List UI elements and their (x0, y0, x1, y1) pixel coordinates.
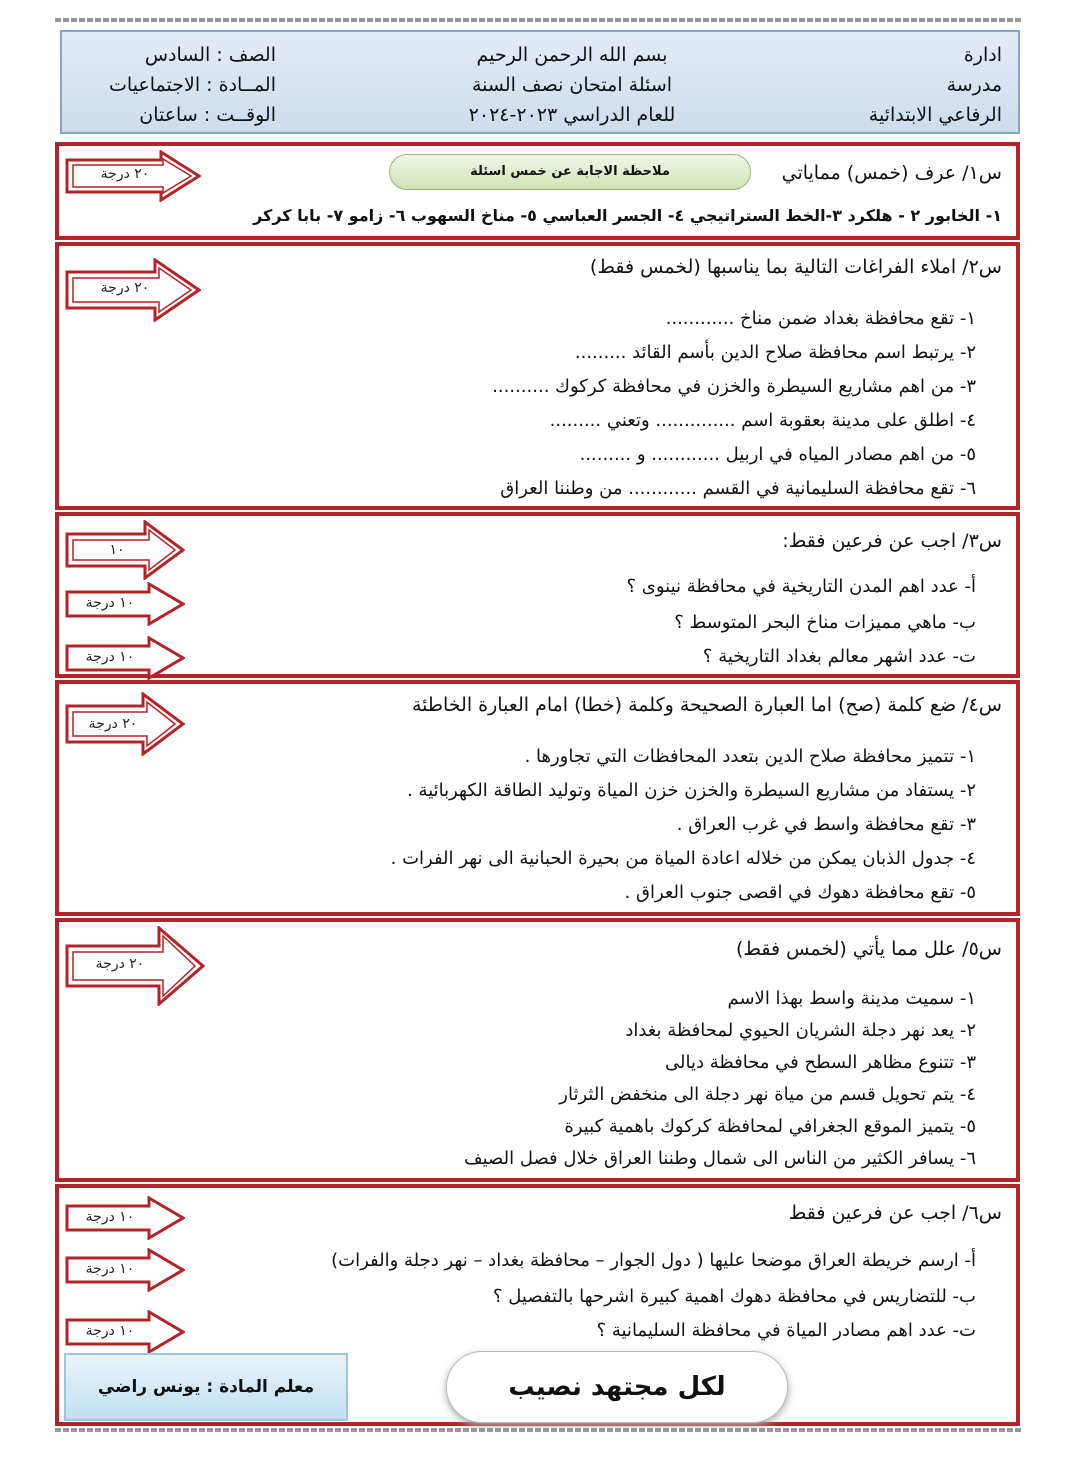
header-class-info: الصف : السادس المــادة : الاجتماعيات الوقــت : ساعتان (109, 44, 276, 126)
answer-note: ملاحظة الاجابة عن خمس اسئلة (389, 154, 751, 190)
list-item: ب- للتضاريس في محافظة دهوك اهمية كبيرة اشرحها بالتفصيل ؟ (492, 1286, 976, 1307)
grade-arrow (65, 150, 201, 206)
header-school: ادارة مدرسة الرفاعي الابتدائية (868, 44, 1002, 126)
grade-arrow (65, 582, 185, 630)
grade-label: ١٠ (109, 542, 125, 558)
motto-badge: لكل مجتهد نصيب (446, 1351, 788, 1423)
terms-list: ١- الخابور ٢ - هلكرد ٣-الخط الستراتيجي ٤- الجسر العباسي ٥- مناخ السهوب ٦- زامو ٧- بابا كركر (253, 206, 1002, 225)
grade-label: ١٠ درجة (85, 1323, 135, 1339)
grade-label: ١٠ درجة (85, 649, 135, 665)
grade-label: ٢٠ درجة (100, 166, 150, 182)
list-item: ٣- من اهم مشاريع السيطرة والخزن في محافظة كركوك .......... (492, 376, 976, 397)
list-item: ت- عدد اهم مصادر المياة في محافظة السليمانية ؟ (596, 1320, 976, 1341)
list-item: أ- ارسم خريطة العراق موضحا عليها ( دول الجوار – محافظة بغداد – نهر دجلة والفرات) (331, 1250, 976, 1271)
grade-label: ١٠ درجة (85, 1209, 135, 1225)
question-6-title: س٦/ اجب عن فرعين فقط (788, 1202, 1002, 1224)
list-item: ٦- تقع محافظة السليمانية في القسم ............ من وطننا العراق (500, 478, 976, 499)
grade-arrow (65, 1310, 185, 1358)
question-4-title: س٤/ ضع كلمة (صح) اما العبارة الصحيحة وكلمة (خطا) امام العبارة الخاطئة (411, 694, 1002, 716)
list-item: ٤- جدول الذبان يمكن من خلاله اعادة المياة من بحيرة الحبانية الى نهر الفرات . (390, 848, 976, 869)
question-4 (55, 680, 1020, 916)
list-item: ٦- يسافر الكثير من الناس الى شمال وطننا العراق خلال فصل الصيف (463, 1148, 976, 1169)
list-item: ٤- اطلق على مدينة بعقوبة اسم .............. وتعني ......... (549, 410, 976, 431)
list-item: ب- ماهي مميزات مناخ البحر المتوسط ؟ (674, 612, 976, 633)
exam-header (60, 30, 1020, 134)
teacher-name-box: معلم المادة : يونس راضي (64, 1353, 348, 1421)
list-item: ٣- تقع محافظة واسط في غرب العراق . (676, 814, 976, 835)
grade-label: ١٠ درجة (85, 1261, 135, 1277)
question-3-title: س٣/ اجب عن فرعين فقط: (782, 530, 1002, 552)
list-item: ٢- يعد نهر دجلة الشريان الحيوي لمحافظة بغداد (625, 1020, 976, 1041)
grade-arrow (65, 926, 205, 1010)
grade-label: ٢٠ درجة (100, 280, 150, 296)
bottom-dashed-rule (55, 1428, 1022, 1432)
list-item: ١- سميت مدينة واسط بهذا الاسم (727, 988, 976, 1009)
list-item: ٥- تقع محافظة دهوك في اقصى جنوب العراق . (624, 882, 976, 903)
top-dashed-rule (55, 18, 1022, 22)
header-exam-title: بسم الله الرحمن الرحيم اسئلة امتحان نصف السنة للعام الدراسي ٢٠٢٣-٢٠٢٤ (468, 44, 676, 126)
grade-arrow (65, 692, 185, 760)
list-item: ٢- يرتبط اسم محافظة صلاح الدين بأسم القائد ......... (574, 342, 976, 363)
list-item: ٤- يتم تحويل قسم من مياة نهر دجلة الى منخفض الثرثار (559, 1084, 976, 1105)
question-1-title: س١/ عرف (خمس) مماياتي (781, 162, 1002, 184)
question-2-title: س٢/ املاء الفراغات التالية بما يناسبها (لخمس فقط) (589, 256, 1002, 278)
grade-label: ٢٠ درجة (88, 716, 138, 732)
grade-arrow (65, 1196, 185, 1244)
list-item: ٢- يستفاد من مشاريع السيطرة والخزن خزن المياة وتوليد الطاقة الكهربائية . (407, 780, 976, 801)
question-3 (55, 512, 1020, 678)
list-item: ١- تقع محافظة بغداد ضمن مناخ ............ (665, 308, 976, 329)
grade-arrow (65, 258, 201, 326)
list-item: ٥- من اهم مصادر المياه في اربيل ............ و ......... (579, 444, 976, 465)
list-item: ت- عدد اشهر معالم بغداد التاريخية ؟ (702, 646, 976, 667)
question-5 (55, 918, 1020, 1182)
list-item: ٣- تتنوع مظاهر السطح في محافظة ديالى (664, 1052, 976, 1073)
grade-label: ١٠ درجة (85, 595, 135, 611)
grade-arrow (65, 520, 185, 584)
question-5-title: س٥/ علل مما يأتي (لخمس فقط) (735, 938, 1002, 960)
grade-arrow (65, 636, 185, 684)
question-2 (55, 242, 1020, 510)
question-1 (55, 142, 1020, 240)
list-item: أ- عدد اهم المدن التاريخية في محافظة نينوى ؟ (626, 576, 976, 597)
list-item: ١- تتميز محافظة صلاح الدين بتعدد المحافظات التي تجاورها . (524, 746, 976, 767)
grade-label: ٢٠ درجة (95, 956, 145, 972)
grade-arrow (65, 1248, 185, 1296)
list-item: ٥- يتميز الموقع الجغرافي لمحافظة كركوك باهمية كبيرة (564, 1116, 976, 1137)
